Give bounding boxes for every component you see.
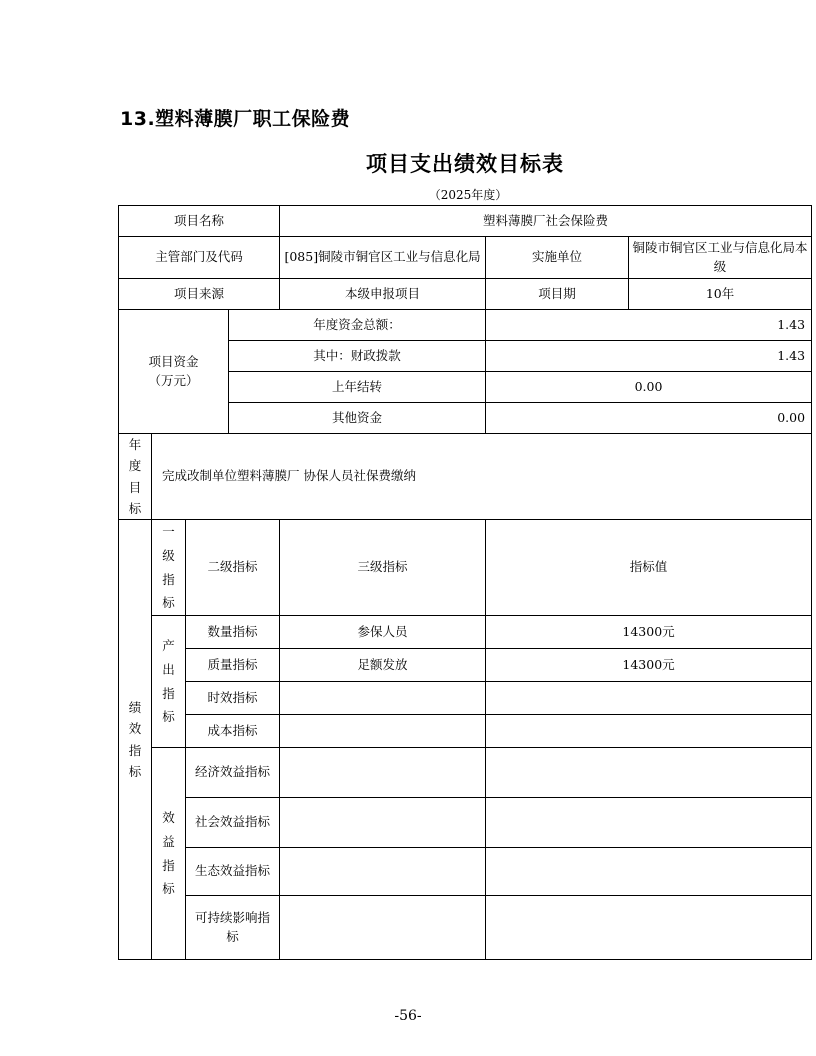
source-label: 项目来源	[119, 279, 280, 310]
value-cell: 14300元	[486, 649, 812, 682]
level2-cell: 成本指标	[186, 715, 280, 748]
level2-cell: 生态效益指标	[186, 848, 280, 896]
table-row	[119, 616, 812, 649]
impl-value: 铜陵市铜官区工业与信息化局本级	[629, 237, 812, 279]
level2-header: 二级指标	[186, 520, 280, 616]
output-indicator-label	[152, 616, 186, 748]
performance-target-table	[118, 205, 812, 960]
table-row	[119, 748, 812, 798]
table-row	[119, 798, 812, 848]
level2-cell: 可持续影响指标	[186, 896, 280, 960]
output-indicator-label-text: 产出指标	[162, 638, 175, 725]
level3-cell	[280, 748, 486, 798]
page-number: -56-	[394, 1008, 422, 1024]
benefit-indicator-label	[152, 748, 186, 960]
page-title: 项目支出绩效目标表	[366, 152, 564, 176]
section-heading: 13.塑料薄膜厂职工保险费	[120, 108, 351, 130]
value-cell	[486, 896, 812, 960]
perf-indicator-label-text: 绩效指标	[128, 700, 142, 779]
value-cell	[486, 848, 812, 896]
value-cell: 14300元	[486, 616, 812, 649]
annual-total-label: 年度资金总额：	[229, 310, 486, 341]
level2-cell: 质量指标	[186, 649, 280, 682]
annual-goal-label-text: 年度目标	[128, 437, 142, 516]
table-row	[119, 682, 812, 715]
funds-label-line1: 项目资金	[148, 354, 199, 370]
dept-value: [085]铜陵市铜官区工业与信息化局	[280, 237, 486, 279]
level3-header: 三级指标	[280, 520, 486, 616]
annual-goal-text: 完成改制单位塑料薄膜厂 协保人员社保费缴纳	[152, 434, 812, 520]
project-name-label: 项目名称	[119, 206, 280, 237]
fiscal-label: 其中：财政拨款	[229, 341, 486, 372]
level3-cell	[280, 715, 486, 748]
level2-cell: 社会效益指标	[186, 798, 280, 848]
value-cell	[486, 715, 812, 748]
table-row	[119, 896, 812, 960]
level3-cell	[280, 682, 486, 715]
annual-total-value: 1.43	[486, 310, 812, 341]
funds-label	[119, 310, 229, 434]
level1-header-text: 一级指标	[162, 524, 175, 611]
table-row	[119, 715, 812, 748]
project-name-row	[119, 206, 812, 237]
source-value: 本级申报项目	[280, 279, 486, 310]
carryover-label: 上年结转	[229, 372, 486, 403]
carryover-value: 0.00	[486, 372, 812, 403]
source-row	[119, 279, 812, 310]
impl-label: 实施单位	[486, 237, 629, 279]
funds-label-line2: （万元）	[148, 372, 199, 388]
other-value: 0.00	[486, 403, 812, 434]
other-label: 其他资金	[229, 403, 486, 434]
level3-cell: 足额发放	[280, 649, 486, 682]
dept-label: 主管部门及代码	[119, 237, 280, 279]
level3-cell	[280, 896, 486, 960]
level2-cell: 经济效益指标	[186, 748, 280, 798]
level3-cell	[280, 798, 486, 848]
indicator-header-row	[119, 520, 812, 616]
level3-cell: 参保人员	[280, 616, 486, 649]
table-row	[119, 649, 812, 682]
fiscal-value: 1.43	[486, 341, 812, 372]
level2-cell: 数量指标	[186, 616, 280, 649]
perf-indicator-label	[119, 520, 152, 960]
fiscal-year: （2025年度）	[428, 188, 508, 202]
annual-goal-label	[119, 434, 152, 520]
level1-header	[152, 520, 186, 616]
value-header: 指标值	[486, 520, 812, 616]
value-cell	[486, 798, 812, 848]
period-value: 10年	[629, 279, 812, 310]
project-name-value: 塑料薄膜厂社会保险费	[280, 206, 812, 237]
annual-goal-row	[119, 434, 812, 520]
table-row	[119, 848, 812, 896]
benefit-indicator-label-text: 效益指标	[162, 810, 175, 897]
department-row	[119, 237, 812, 279]
value-cell	[486, 748, 812, 798]
funds-total-row	[119, 310, 812, 341]
period-label: 项目期	[486, 279, 629, 310]
value-cell	[486, 682, 812, 715]
level2-cell: 时效指标	[186, 682, 280, 715]
level3-cell	[280, 848, 486, 896]
